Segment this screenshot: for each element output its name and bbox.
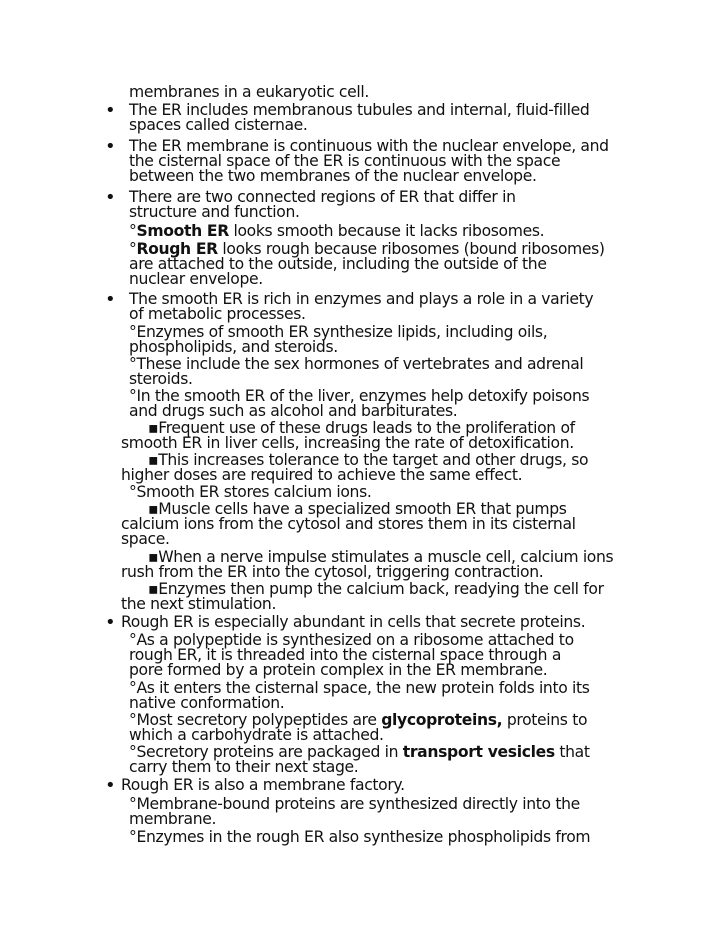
text-line: the cisternal space of the ER is continuous with the space xyxy=(129,152,561,170)
text-line: the next stimulation. xyxy=(121,595,277,613)
text-line: higher doses are required to achieve the same effect. xyxy=(121,466,523,484)
text-line: °Smooth ER stores calcium ions. xyxy=(129,483,372,501)
text-line: °Smooth ER looks smooth because it lacks ribosomes. xyxy=(129,222,545,240)
text-line: spaces called cisternae. xyxy=(129,116,308,134)
text-line: membranes in a eukaryotic cell. xyxy=(129,83,369,101)
text-line: smooth ER in liver cells, increasing the rate of detoxification. xyxy=(121,434,574,452)
text-line: °Enzymes of smooth ER synthesize lipids, including oils, xyxy=(129,323,548,341)
term-rough-er: Rough ER xyxy=(136,240,218,258)
text-line: °In the smooth ER of the liver, enzymes help detoxify poisons xyxy=(129,387,590,405)
text-line: The smooth ER is rich in enzymes and plays a role in a variety xyxy=(129,290,594,308)
text-line: of metabolic processes. xyxy=(129,305,306,323)
text-line: carry them to their next stage. xyxy=(129,758,359,776)
bullet: • xyxy=(105,187,116,208)
text-line: °As a polypeptide is synthesized on a ribosome attached to xyxy=(129,631,574,649)
text-line: ▪Muscle cells have a specialized smooth ER that pumps xyxy=(148,500,567,518)
text-line: and drugs such as alcohol and barbiturates. xyxy=(129,402,458,420)
text-line: which a carbohydrate is attached. xyxy=(129,726,384,744)
text-line: rough ER, it is threaded into the cisternal space through a xyxy=(129,646,562,664)
text-line: Rough ER is especially abundant in cells that secrete proteins. xyxy=(121,613,586,631)
bullet: • xyxy=(105,136,116,157)
text-line: °Membrane-bound proteins are synthesized directly into the xyxy=(129,795,580,813)
text-line: phospholipids, and steroids. xyxy=(129,338,338,356)
text-line: °As it enters the cisternal space, the new protein folds into its xyxy=(129,679,590,697)
text-line: The ER includes membranous tubules and internal, fluid-filled xyxy=(129,101,590,119)
bullet: • xyxy=(105,289,116,310)
text-line: space. xyxy=(121,530,170,548)
text-line: structure and function. xyxy=(129,203,300,221)
text-line: pore formed by a protein complex in the ER membrane. xyxy=(129,661,548,679)
text-line: steroids. xyxy=(129,370,193,388)
text-line: native conformation. xyxy=(129,694,285,712)
text-line: ▪Frequent use of these drugs leads to the proliferation of xyxy=(148,419,575,437)
text-line: nuclear envelope. xyxy=(129,270,263,288)
text-line: The ER membrane is continuous with the nuclear envelope, and xyxy=(129,137,609,155)
text-line: membrane. xyxy=(129,810,217,828)
text-line: °Enzymes in the rough ER also synthesize phospholipids from xyxy=(129,828,591,846)
term-smooth-er: Smooth ER xyxy=(136,222,229,240)
text-line: °These include the sex hormones of vertebrates and adrenal xyxy=(129,355,584,373)
text-line: ▪When a nerve impulse stimulates a muscle cell, calcium ions xyxy=(148,548,614,566)
bullet: • xyxy=(105,775,116,796)
term-glycoproteins: glycoproteins, xyxy=(381,711,503,729)
text-line: calcium ions from the cytosol and stores them in its cisternal xyxy=(121,515,576,533)
term-transport-vesicles: transport vesicles xyxy=(402,743,555,761)
text-line: ▪Enzymes then pump the calcium back, readying the cell for xyxy=(148,580,604,598)
text-line: °Secretory proteins are packaged in transport vesicles that xyxy=(129,743,590,761)
text-line: There are two connected regions of ER that differ in xyxy=(129,188,516,206)
bullet: • xyxy=(105,100,116,121)
bullet: • xyxy=(105,612,116,633)
text-line: Rough ER is also a membrane factory. xyxy=(121,776,405,794)
text-line: between the two membranes of the nuclear envelope. xyxy=(129,167,537,185)
text-line: ▪This increases tolerance to the target and other drugs, so xyxy=(148,451,589,469)
text-line: °Most secretory polypeptides are glycoproteins, proteins to xyxy=(129,711,588,729)
text-line: are attached to the outside, including the outside of the xyxy=(129,255,547,273)
text-line: °Rough ER looks rough because ribosomes (bound ribosomes) xyxy=(129,240,605,258)
text-line: rush from the ER into the cytosol, triggering contraction. xyxy=(121,563,544,581)
